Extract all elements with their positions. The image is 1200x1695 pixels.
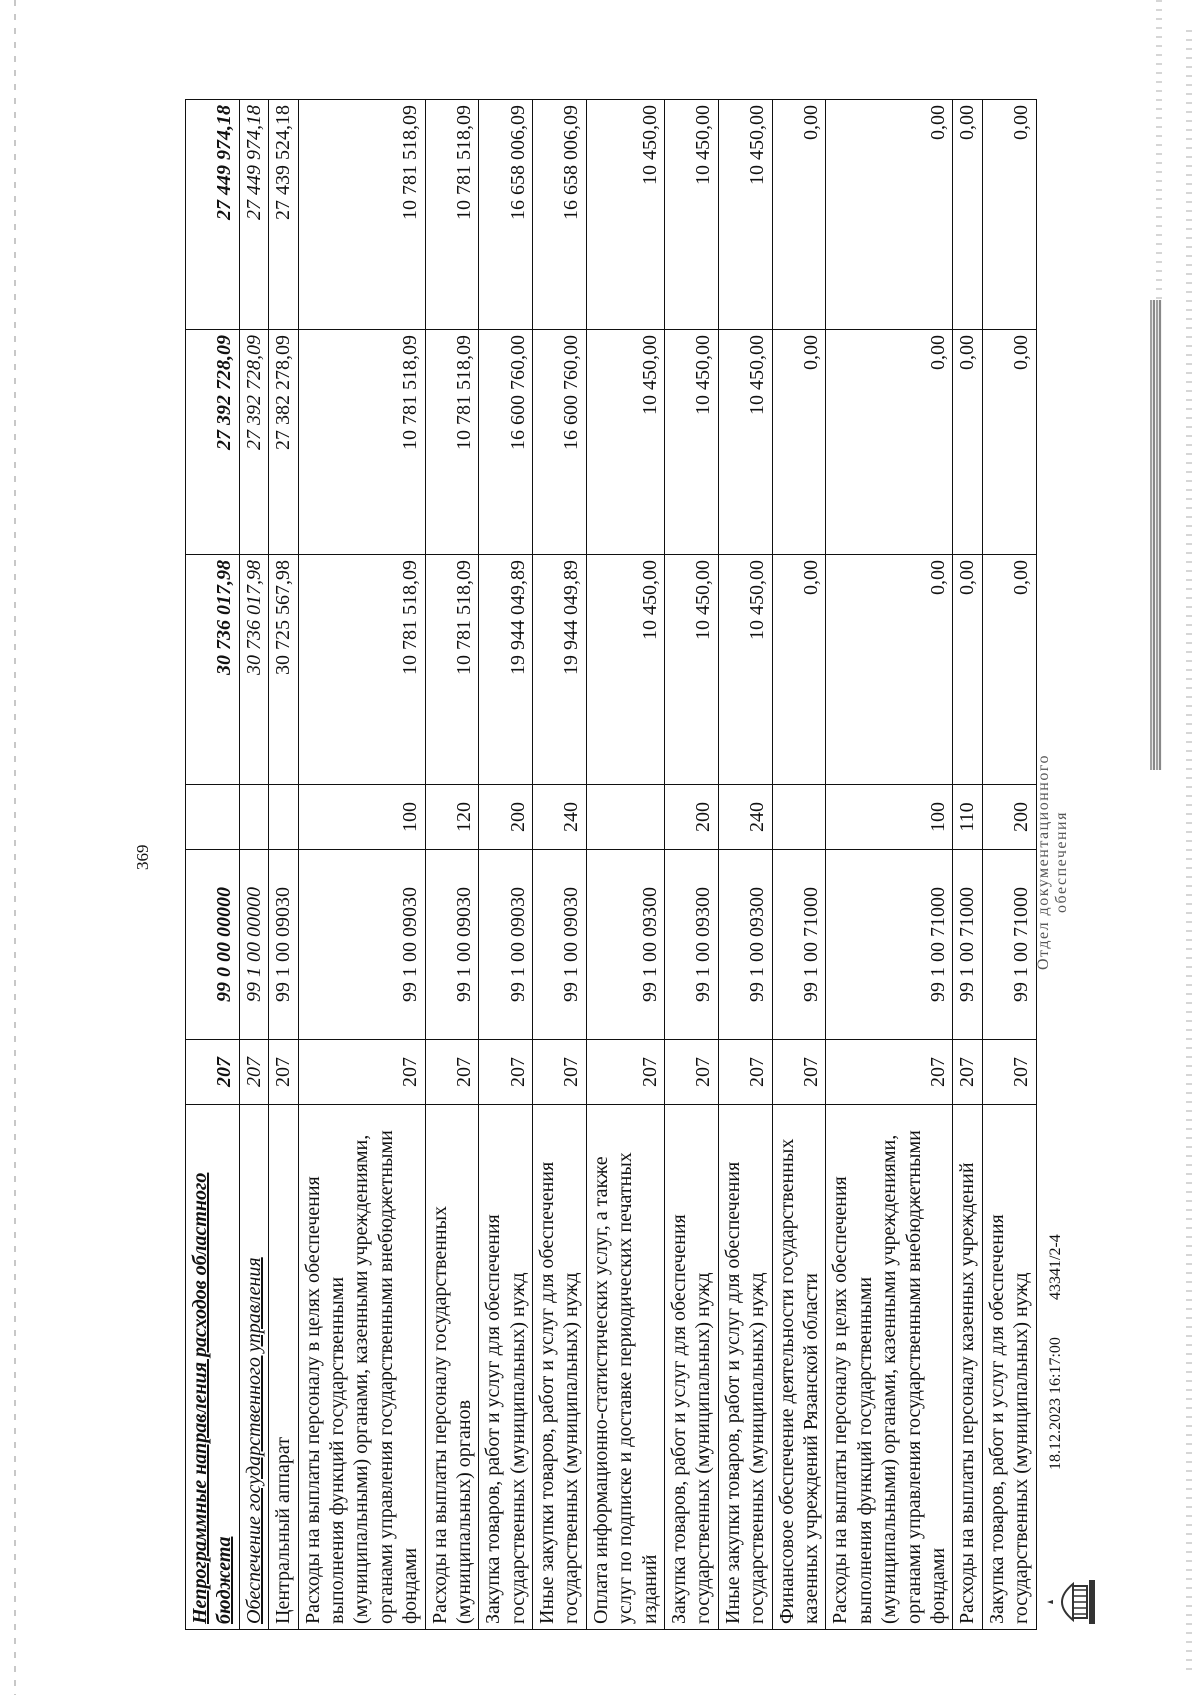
table-row: [239, 100, 268, 1630]
row-code-cell: 99 1 00 71000: [953, 850, 982, 1040]
page-number: 369: [133, 844, 152, 870]
scan-margin-artifact-top: [1156, 0, 1162, 300]
row-dept-cell: 207: [718, 1040, 772, 1105]
table-row: [718, 100, 772, 1630]
row-dept-cell: 207: [533, 1040, 587, 1105]
row-amount-2-cell: 10 450,00: [718, 330, 772, 555]
row-amount-2-cell: 10 450,00: [665, 330, 719, 555]
table-row: [953, 100, 982, 1630]
table-row: [665, 100, 719, 1630]
row-expense-type-cell: 240: [718, 785, 772, 850]
table-row: [533, 100, 587, 1630]
row-amount-1-cell: 0,00: [772, 555, 826, 785]
scan-edge-artifact: [14, 0, 16, 1695]
row-amount-3-cell: 0,00: [982, 100, 1036, 330]
row-amount-1-cell: 0,00: [982, 555, 1036, 785]
row-dept-cell: 207: [665, 1040, 719, 1105]
row-amount-1-cell: 30 725 567,98: [269, 555, 298, 785]
row-amount-2-cell: 0,00: [953, 330, 982, 555]
row-amount-2-cell: 10 781 518,09: [425, 330, 479, 555]
row-code-cell: 99 1 00 71000: [826, 850, 953, 1040]
row-name-cell: Иные закупки товаров, работ и услуг для обеспечения государственных (муниципальных) нужд: [533, 1105, 587, 1630]
row-expense-type-cell: 200: [665, 785, 719, 850]
row-amount-3-cell: 27 449 974,18: [186, 100, 240, 330]
row-name-cell: Непрограммные направления расходов областного бюджета: [186, 1105, 240, 1630]
row-expense-type-cell: [586, 785, 664, 850]
row-code-cell: 99 0 00 00000: [186, 850, 240, 1040]
row-dept-cell: 207: [186, 1040, 240, 1105]
row-amount-1-cell: 0,00: [826, 555, 953, 785]
row-amount-1-cell: 30 736 017,98: [186, 555, 240, 785]
row-amount-1-cell: 10 781 518,09: [298, 555, 425, 785]
row-amount-3-cell: 0,00: [953, 100, 982, 330]
row-expense-type-cell: [269, 785, 298, 850]
row-amount-1-cell: 10 781 518,09: [425, 555, 479, 785]
row-name-cell: Расходы на выплаты персоналу государственных (муниципальных) органов: [425, 1105, 479, 1630]
coat-of-arms-icon: [1043, 1574, 1101, 1630]
row-amount-1-cell: 30 736 017,98: [239, 555, 268, 785]
row-amount-3-cell: 16 658 006,09: [533, 100, 587, 330]
row-amount-2-cell: 27 382 278,09: [269, 330, 298, 555]
row-amount-2-cell: 16 600 760,00: [479, 330, 533, 555]
row-name-cell: Закупка товаров, работ и услуг для обеспечения государственных (муниципальных) нужд: [665, 1105, 719, 1630]
row-dept-cell: 207: [239, 1040, 268, 1105]
row-code-cell: 99 1 00 09030: [425, 850, 479, 1040]
row-expense-type-cell: 120: [425, 785, 479, 850]
row-amount-2-cell: 27 392 728,09: [239, 330, 268, 555]
row-expense-type-cell: 240: [533, 785, 587, 850]
row-amount-1-cell: 10 450,00: [586, 555, 664, 785]
table-row: [586, 100, 664, 1630]
row-name-cell: Расходы на выплаты персоналу казенных учреждений: [953, 1105, 982, 1630]
row-code-cell: 99 1 00 09300: [586, 850, 664, 1040]
row-name-cell: Обеспечение государственного управления: [239, 1105, 268, 1630]
row-amount-3-cell: 10 450,00: [586, 100, 664, 330]
row-amount-3-cell: 0,00: [772, 100, 826, 330]
row-dept-cell: 207: [586, 1040, 664, 1105]
budget-table: [185, 99, 1037, 1630]
row-expense-type-cell: 110: [953, 785, 982, 850]
rotated-document-page: [35, 60, 1125, 1660]
row-amount-2-cell: 10 450,00: [586, 330, 664, 555]
scan-margin-artifact: [1186, 30, 1192, 1670]
table-row: [772, 100, 826, 1630]
stamp-line-1: Отдел документационного: [1035, 753, 1052, 970]
row-name-cell: Закупка товаров, работ и услуг для обеспечения государственных (муниципальных) нужд: [982, 1105, 1036, 1630]
row-code-cell: 99 1 00 09300: [665, 850, 719, 1040]
row-code-cell: 99 1 00 71000: [772, 850, 826, 1040]
row-name-cell: Оплата информационно-статистических услуг, а также услуг по подписке и доставке периодических печатных изданий: [586, 1105, 664, 1630]
row-expense-type-cell: 100: [826, 785, 953, 850]
row-amount-1-cell: 10 450,00: [718, 555, 772, 785]
row-dept-cell: 207: [298, 1040, 425, 1105]
row-code-cell: 99 1 00 09030: [479, 850, 533, 1040]
department-stamp: [1035, 754, 1072, 970]
table-row: [479, 100, 533, 1630]
row-dept-cell: 207: [826, 1040, 953, 1105]
row-dept-cell: 207: [953, 1040, 982, 1105]
row-expense-type-cell: [772, 785, 826, 850]
row-code-cell: 99 1 00 09030: [269, 850, 298, 1040]
row-expense-type-cell: 200: [479, 785, 533, 850]
stamp-line-2: обеспечения: [1053, 811, 1071, 913]
row-amount-3-cell: 10 450,00: [718, 100, 772, 330]
row-code-cell: 99 1 00 00000: [239, 850, 268, 1040]
row-amount-3-cell: 10 450,00: [665, 100, 719, 330]
row-code-cell: 99 1 00 09030: [298, 850, 425, 1040]
scan-barcode-artifact: [1150, 300, 1162, 770]
row-name-cell: Расходы на выплаты персоналу в целях обеспечения выполнения функций государственными (муниципальными) органами, казенными учреждениями, органами управления государственными внебюджетными фондами: [826, 1105, 953, 1630]
row-name-cell: Финансовое обеспечение деятельности государственных казенных учреждений Рязанской области: [772, 1105, 826, 1630]
row-code-cell: 99 1 00 09300: [718, 850, 772, 1040]
table-row: [425, 100, 479, 1630]
row-expense-type-cell: 200: [982, 785, 1036, 850]
row-amount-3-cell: 0,00: [826, 100, 953, 330]
table-row: [826, 100, 953, 1630]
row-code-cell: 99 1 00 71000: [982, 850, 1036, 1040]
table-row: [269, 100, 298, 1630]
table-row: [298, 100, 425, 1630]
footer-datetime: 18.12.2023 16:17:00: [1047, 1337, 1064, 1470]
row-expense-type-cell: [186, 785, 240, 850]
row-amount-3-cell: 16 658 006,09: [479, 100, 533, 330]
table-row: [982, 100, 1036, 1630]
row-dept-cell: 207: [425, 1040, 479, 1105]
row-amount-3-cell: 10 781 518,09: [298, 100, 425, 330]
row-name-cell: Иные закупки товаров, работ и услуг для обеспечения государственных (муниципальных) нужд: [718, 1105, 772, 1630]
row-amount-1-cell: 19 944 049,89: [533, 555, 587, 785]
row-dept-cell: 207: [479, 1040, 533, 1105]
row-amount-2-cell: 0,00: [982, 330, 1036, 555]
row-amount-2-cell: 27 392 728,09: [186, 330, 240, 555]
footer-doc-code: 43341/2-4: [1047, 1234, 1064, 1300]
row-name-cell: Закупка товаров, работ и услуг для обеспечения государственных (муниципальных) нужд: [479, 1105, 533, 1630]
row-amount-1-cell: 10 450,00: [665, 555, 719, 785]
row-amount-2-cell: 16 600 760,00: [533, 330, 587, 555]
row-name-cell: Расходы на выплаты персоналу в целях обеспечения выполнения функций государственными (муниципальными) органами, казенными учреждениями, органами управления государственными внебюджетными фондами: [298, 1105, 425, 1630]
row-code-cell: 99 1 00 09030: [533, 850, 587, 1040]
row-amount-1-cell: 19 944 049,89: [479, 555, 533, 785]
row-name-cell: Центральный аппарат: [269, 1105, 298, 1630]
row-amount-2-cell: 10 781 518,09: [298, 330, 425, 555]
row-expense-type-cell: [239, 785, 268, 850]
row-amount-1-cell: 0,00: [953, 555, 982, 785]
table-row: [186, 100, 240, 1630]
row-amount-2-cell: 0,00: [826, 330, 953, 555]
row-amount-3-cell: 27 449 974,18: [239, 100, 268, 330]
row-dept-cell: 207: [982, 1040, 1036, 1105]
row-amount-2-cell: 0,00: [772, 330, 826, 555]
row-dept-cell: 207: [772, 1040, 826, 1105]
row-amount-3-cell: 27 439 524,18: [269, 100, 298, 330]
row-expense-type-cell: 100: [298, 785, 425, 850]
row-dept-cell: 207: [269, 1040, 298, 1105]
row-amount-3-cell: 10 781 518,09: [425, 100, 479, 330]
